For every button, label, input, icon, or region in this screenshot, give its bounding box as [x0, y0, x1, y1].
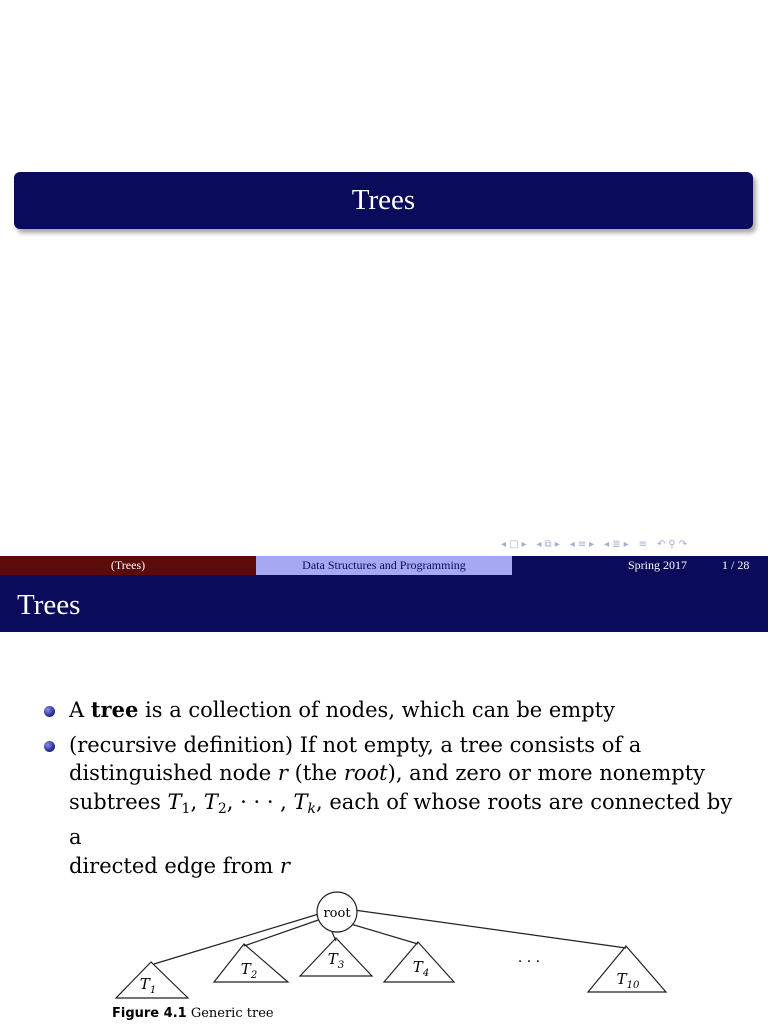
nav-right-arrow-icon[interactable]: ▸: [623, 538, 629, 550]
bullet-item: A tree is a collection of nodes, which can be empty: [44, 696, 744, 725]
undo-icon[interactable]: ↶: [657, 538, 666, 550]
redo-icon[interactable]: ↷: [678, 538, 688, 550]
beamer-navigation-bar: [500, 536, 768, 552]
figure-caption: [112, 1006, 274, 1021]
footer-title: Data Structures and Programming: [256, 556, 512, 575]
slide-content: [0, 632, 768, 1024]
nav-left-arrow-icon[interactable]: ◂: [604, 538, 610, 550]
footer-date: Spring 2017: [628, 558, 688, 572]
footer-page-number: 1 / 28: [722, 558, 750, 572]
subtree-list: $T_1$, $T_2$, · · · , $T_k$: [167, 789, 317, 817]
caption-label: Figure 4.1: [112, 1006, 187, 1021]
section-icon[interactable]: ≣: [612, 538, 621, 550]
subtree-ellipsis: · · ·: [517, 954, 541, 970]
bullet-item: (recursive definition) If not empty, a tree consists of a distinguished node r (the root), and zero or more nonempty subtrees $T_1$, $T_2$, · · · , $T_k$, each of whose roots are connected by a directed edge from r: [44, 731, 744, 881]
subtree-label-t3: $T_3$: [327, 950, 345, 971]
tree-diagram: [96, 886, 676, 1004]
subtree-label-t10: $T_{10}$: [616, 970, 640, 991]
nav-right-arrow-icon[interactable]: ▸: [589, 538, 595, 550]
subtree-label-t2: $T_2$: [240, 960, 258, 981]
root-label: root: [323, 906, 351, 921]
nav-right-arrow-icon[interactable]: ▸: [554, 538, 560, 550]
frame-title-text: Trees: [17, 589, 81, 621]
slide-title: Trees: [351, 184, 416, 216]
footer-author: (Trees): [0, 556, 256, 575]
generic-tree-figure: [96, 886, 676, 1024]
nav-left-arrow-icon[interactable]: ◂: [536, 538, 542, 550]
bullet-list: [44, 696, 744, 886]
subtree-label-t1: $T_1$: [139, 975, 157, 996]
presentation-icon[interactable]: ≡: [638, 538, 648, 550]
term-tree: tree: [90, 697, 139, 722]
nav-left-arrow-icon[interactable]: ◂: [501, 538, 507, 550]
caption-text: Generic tree: [190, 1006, 274, 1021]
bullet-icon: [44, 706, 55, 717]
subtree-label-t4: $T_4$: [412, 958, 430, 979]
subsection-icon[interactable]: ⧉: [544, 538, 552, 550]
nav-right-arrow-icon[interactable]: ▸: [521, 538, 527, 550]
title-box: [14, 172, 753, 229]
search-icon[interactable]: ⚲: [668, 538, 676, 550]
frame-title: [0, 575, 768, 632]
nav-left-arrow-icon[interactable]: ◂: [569, 538, 575, 550]
bullet-icon: [44, 741, 55, 752]
section-icon[interactable]: ≡: [577, 538, 587, 550]
footer-right: [512, 556, 768, 575]
footer-bar: [0, 556, 768, 575]
frame-icon[interactable]: □: [509, 538, 519, 550]
